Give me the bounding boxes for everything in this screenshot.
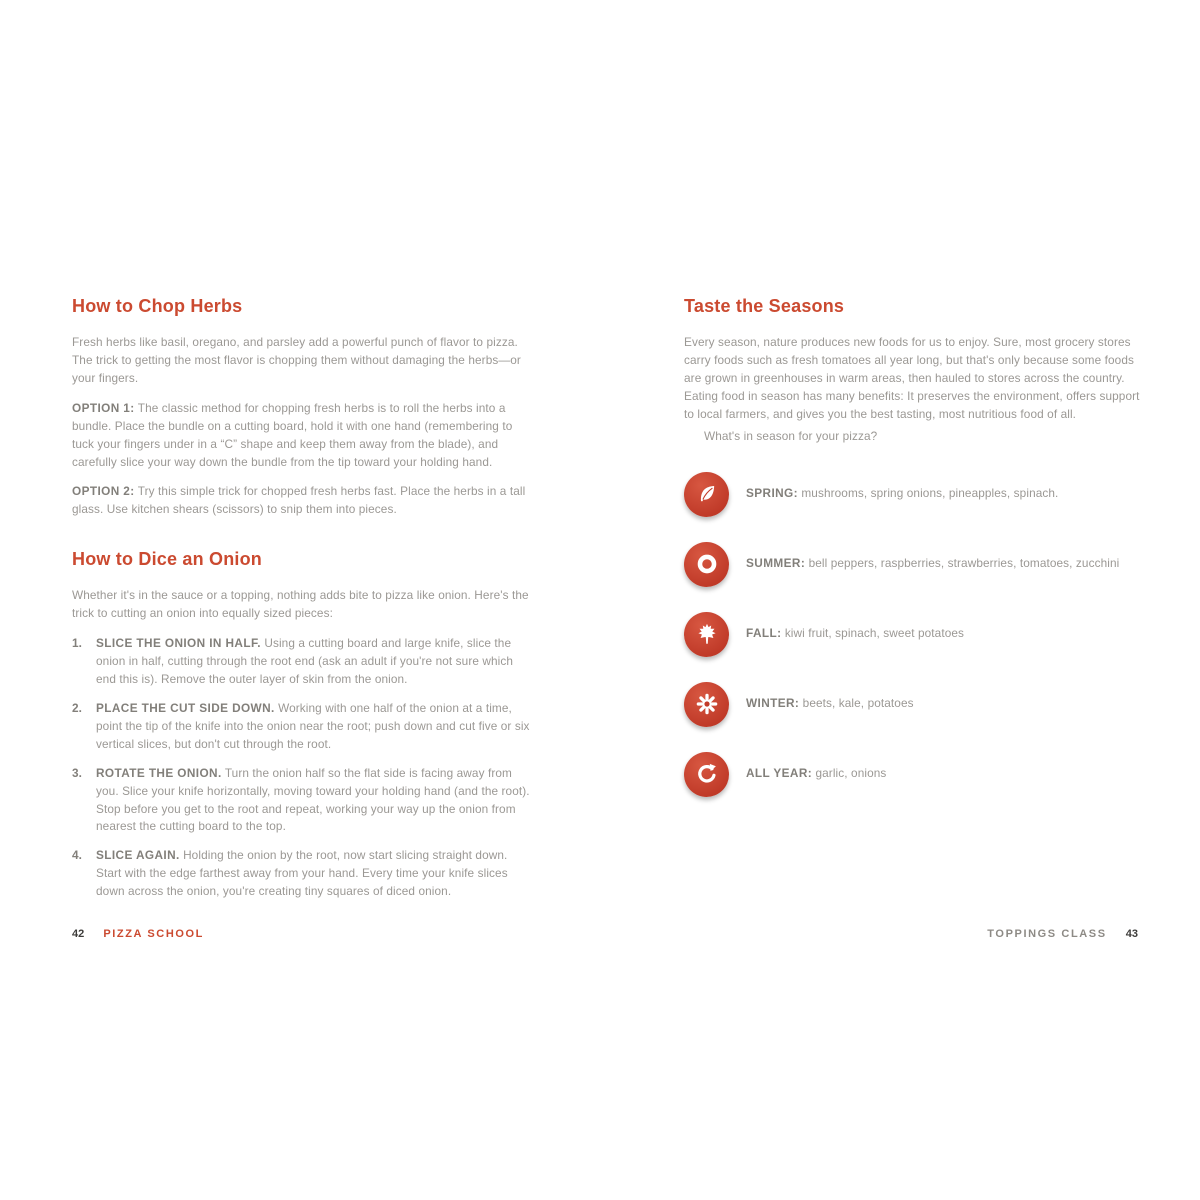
right-page-footer xyxy=(987,928,1138,940)
ring-icon xyxy=(694,551,720,577)
step-2-label: PLACE THE CUT SIDE DOWN. xyxy=(96,700,275,715)
option-1-text: The classic method for chopping fresh herbs is to roll the herbs into a bundle. Place the bundle on a cutting board, hold it with one hand (remembering to tuck your fingers under in a “C” shape and keep them away from the blade), and carefully slice your way down the bundle from the tip toward your holding hand. xyxy=(72,400,513,469)
right-page-column xyxy=(684,296,1142,822)
section-chop-herbs xyxy=(72,296,530,519)
fall-badge xyxy=(684,612,729,657)
chop-herbs-option-2 xyxy=(72,483,530,519)
taste-seasons-question: What's in season for your pizza? xyxy=(704,428,878,443)
season-row-spring xyxy=(684,472,1142,517)
season-fall-items: kiwi fruit, spinach, sweet potatoes xyxy=(784,626,965,641)
season-fall-label: FALL: xyxy=(746,626,782,641)
season-winter-items: beets, kale, potatoes xyxy=(802,696,914,711)
step-3-number: 3. xyxy=(72,765,83,780)
summer-badge xyxy=(684,542,729,587)
season-fall-text xyxy=(746,625,964,642)
step-2-number: 2. xyxy=(72,700,83,715)
season-row-fall xyxy=(684,612,1142,657)
chop-herbs-intro: Fresh herbs like basil, oregano, and parsley add a powerful punch of flavor to pizza. The trick to getting the most flavor is chopping them without damaging the herbs—or your fingers. xyxy=(72,335,521,385)
season-row-all-year xyxy=(684,752,1142,797)
option-1-label: OPTION 1: xyxy=(72,400,135,415)
right-running-title: TOPPINGS CLASS xyxy=(987,928,1107,940)
season-summer-label: SUMMER: xyxy=(746,556,806,571)
leaf-icon xyxy=(694,481,720,507)
step-4 xyxy=(72,847,530,901)
seasons-list xyxy=(684,472,1142,797)
section-dice-onion xyxy=(72,549,530,901)
taste-seasons-heading: Taste the Seasons xyxy=(684,296,845,316)
chop-herbs-option-1 xyxy=(72,400,530,472)
season-winter-label: WINTER: xyxy=(746,696,800,711)
step-1-number: 1. xyxy=(72,636,83,651)
winter-badge xyxy=(684,682,729,727)
left-running-title: PIZZA SCHOOL xyxy=(103,928,204,940)
step-3-text: Turn the onion half so the flat side is facing away from you. Slice your knife horizontally, moving toward your holding hand (and the root). Stop before you get to the root and repeat, working your way up the onion from nearest the cutting board to the top. xyxy=(96,765,530,834)
season-all-year-text xyxy=(746,765,886,782)
taste-seasons-intro: Every season, nature produces new foods for us to enjoy. Sure, most grocery stores carry foods such as fresh tomatoes all year long, but that's only because some foods are grown in greenhouses in warm areas, then hauled to stores across the country. Eating food in season has many benefits: It preserves the environment, offers support to local farmers, and gives you the best tasting, most nutritious food of all. xyxy=(684,335,1140,421)
snowflake-icon xyxy=(694,691,720,717)
dice-onion-intro: Whether it's in the sauce or a topping, nothing adds bite to pizza like onion. Here's the trick to cutting an onion into equally sized pieces: xyxy=(72,588,529,621)
season-winter-text xyxy=(746,695,914,712)
step-1-body xyxy=(96,635,530,689)
step-4-number: 4. xyxy=(72,848,83,863)
cycle-arrows-icon xyxy=(694,761,720,787)
step-3-label: ROTATE THE ONION. xyxy=(96,765,222,780)
season-all-year-label: ALL YEAR: xyxy=(746,766,813,781)
step-1-text: Using a cutting board and large knife, slice the onion in half, cutting through the root end (ask an adult if you're not sure which end this is). Remove the outer layer of skin from the onion. xyxy=(96,636,514,686)
left-page-number: 42 xyxy=(72,928,85,940)
step-3 xyxy=(72,765,530,837)
spring-badge xyxy=(684,472,729,517)
season-summer-items: bell peppers, raspberries, strawberries, tomatoes, zucchini xyxy=(808,556,1120,571)
step-4-label: SLICE AGAIN. xyxy=(96,848,180,863)
step-3-body xyxy=(96,765,530,837)
left-page-footer xyxy=(72,928,204,940)
season-row-winter xyxy=(684,682,1142,727)
season-all-year-items: garlic, onions xyxy=(815,766,887,781)
step-2-text: Working with one half of the onion at a time, point the tip of the knife into the onion near the root; push down and cut five or six vertical slices, but don't cut through the root. xyxy=(96,700,530,751)
option-2-text: Try this simple trick for chopped fresh herbs fast. Place the herbs in a tall glass. Use kitchen shears (scissors) to snip them into pieces. xyxy=(72,484,526,517)
season-row-summer xyxy=(684,542,1142,587)
option-2-label: OPTION 2: xyxy=(72,484,135,499)
season-spring-text xyxy=(746,485,1058,502)
left-page-column xyxy=(72,296,530,931)
step-4-text: Holding the onion by the root, now start slicing straight down. Start with the edge farthest away from your hand. Every time your knife slices down across the onion, you're creating tiny squares of diced onion. xyxy=(96,848,508,899)
step-1 xyxy=(72,635,530,689)
chop-herbs-heading: How to Chop Herbs xyxy=(72,296,243,316)
step-2 xyxy=(72,700,530,754)
season-spring-label: SPRING: xyxy=(746,486,798,501)
right-page-number: 43 xyxy=(1125,928,1138,940)
season-summer-text xyxy=(746,555,1119,572)
step-4-body xyxy=(96,847,530,901)
season-spring-items: mushrooms, spring onions, pineapples, spinach. xyxy=(801,486,1059,501)
maple-leaf-icon xyxy=(694,621,720,647)
step-2-body xyxy=(96,700,530,754)
all-year-badge xyxy=(684,752,729,797)
step-1-label: SLICE THE ONION IN HALF. xyxy=(96,636,261,651)
dice-onion-heading: How to Dice an Onion xyxy=(72,549,263,570)
dice-onion-steps xyxy=(72,635,530,901)
